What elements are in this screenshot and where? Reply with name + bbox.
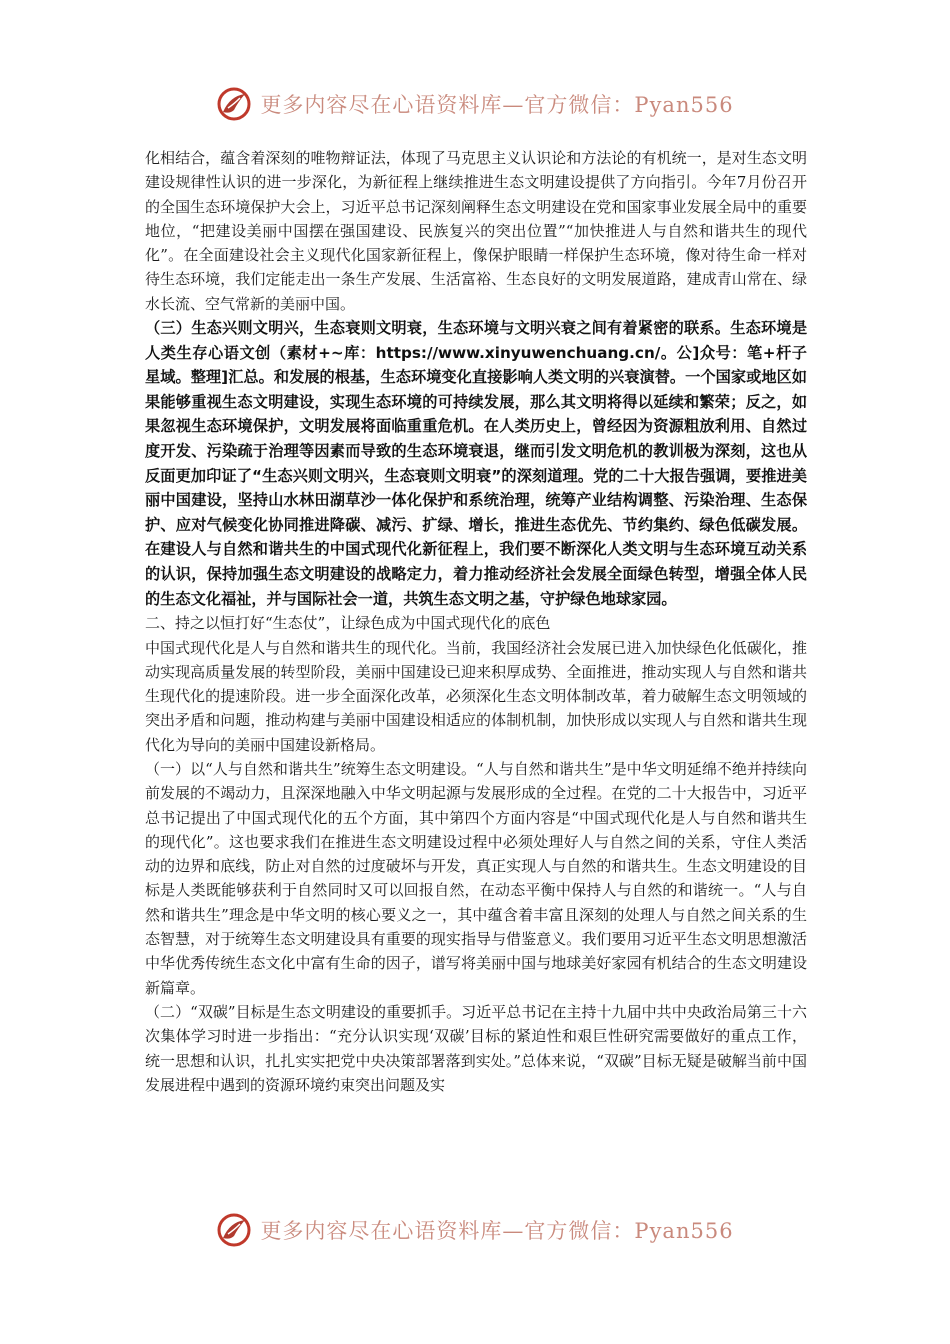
paragraph-2-bold: （三）生态兴则文明兴，生态衰则文明衰，生态环境与文明兴衰之间有着紧密的联系。生态环境是人类生存心语文创（素材+~库：https://www.xinyuwenchuang.cn/。公]众号：笔+杆子星域。整理]汇总。和发展的根基，生态环境变化直接影响人类文明的兴衰演替。一个国家或地区如果能够重视生态文明建设，实现生态环境的可持续发展，那么其文明将得以延续和繁荣；反之，如果忽视生态环境保护，文明发展将面临重重危机。在人类历史上，曾经因为资源粗放利用、自然过度开发、污染疏于治理等因素而导致的生态环境衰退，继而引发文明危机的教训极为深刻，这也从反面更加印证了“生态兴则文明兴，生态衰则文明衰”的深刻道理。党的二十大报告强调，要推进美丽中国建设，坚持山水林田湖草沙一体化保护和系统治理，统筹产业结构调整、污染治理、生态保护、应对气候变化协同推进降碳、减污、扩绿、增长，推进生态优先、节约集约、绿色低碳发展。在建设人与自然和谐共生的中国式现代化新征程上，我们要不断深化人类文明与生态环境互动关系的认识，保持加强生态文明建设的战略定力，着力推动经济社会发展全面绿色转型，增强全体人民的生态文化福祉，并与国际社会一道，共筑生态文明之基，守护绿色地球家园。: [145, 319, 807, 608]
brush-logo-icon: [216, 86, 252, 122]
paragraph-5: （二）“双碳”目标是生态文明建设的重要抓手。习近平总书记在主持十九届中共中央政治局第三十六次集体学习时进一步指出：“充分认识实现‘双碳’目标的紧迫性和艰巨性研究需要做好的重点工作，统一思想和认识，扎扎实实把党中央决策部署落到实处。”总体来说，“双碳”目标无疑是破解当前中国发展进程中遇到的资源环境约束突出问题及实: [145, 1002, 807, 1094]
paragraph-1: 化相结合，蕴含着深刻的唯物辩证法，体现了马克思主义认识论和方法论的有机统一，是对生态文明建设规律性认识的进一步深化，为新征程上继续推进生态文明建设提供了方向指引。今年7月份召开的全国生态环境保护大会上，习近平总书记深刻阐释生态文明建设在党和国家事业发展全局中的重要地位，“把建设美丽中国摆在强国建设、民族复兴的突出位置”“加快推进人与自然和谐共生的现代化”。在全面建设社会主义现代化国家新征程上，像保护眼睛一样保护生态环境，像对待生命一样对待生态环境，我们定能走出一条生产发展、生活富裕、生态良好的文明发展道路，建成青山常在、绿水长流、空气常新的美丽中国。: [145, 149, 807, 313]
document-body: [145, 146, 807, 1097]
paragraph-4: （一）以“人与自然和谐共生”统筹生态文明建设。“人与自然和谐共生”是中华文明延绵不绝并持续向前发展的不竭动力，且深深地融入中华文明起源与发展形成的全过程。在党的二十大报告中，习近平总书记提出了中国式现代化的五个方面，其中第四个方面内容是“中国式现代化是人与自然和谐共生的现代化”。这也要求我们在推进生态文明建设过程中必须处理好人与自然之间的关系，守住人类活动的边界和底线，防止对自然的过度破坏与开发，真正实现人与自然的和谐共生。生态文明建设的目标是人类既能够获利于自然同时又可以回报自然，在动态平衡中保持人与自然的和谐统一。“人与自然和谐共生”理念是中华文明的核心要义之一，其中蕴含着丰富且深刻的处理人与自然之间关系的生态智慧，对于统筹生态文明建设具有重要的现实指导与借鉴意义。我们要用习近平生态文明思想激活中华优秀传统生态文化中富有生命的因子，谱写将美丽中国与地球美好家园有机结合的生态文明建设新篇章。: [145, 759, 807, 997]
brush-logo-icon: [216, 1212, 252, 1248]
footer-banner-text: 更多内容尽在心语资料库—官方微信：Pyan556: [260, 1219, 734, 1243]
header-banner-text: 更多内容尽在心语资料库—官方微信：Pyan556: [260, 93, 734, 117]
section-heading-2: 二、持之以恒打好“生态仗”，让绿色成为中国式现代化的底色: [145, 614, 551, 633]
paragraph-3: 中国式现代化是人与自然和谐共生的现代化。当前，我国经济社会发展已进入加快绿色化低碳化，推动实现高质量发展的转型阶段，美丽中国建设已迎来积厚成势、全面推进，推动实现人与自然和谐共生现代化的提速阶段。进一步全面深化改革，必须深化生态文明体制改革，着力破解生态文明领域的突出矛盾和问题，推动构建与美丽中国建设相适应的体制机制，加快形成以实现人与自然和谐共生现代化为导向的美丽中国建设新格局。: [145, 638, 807, 754]
header-banner: [0, 84, 950, 124]
footer-banner: [0, 1210, 950, 1250]
